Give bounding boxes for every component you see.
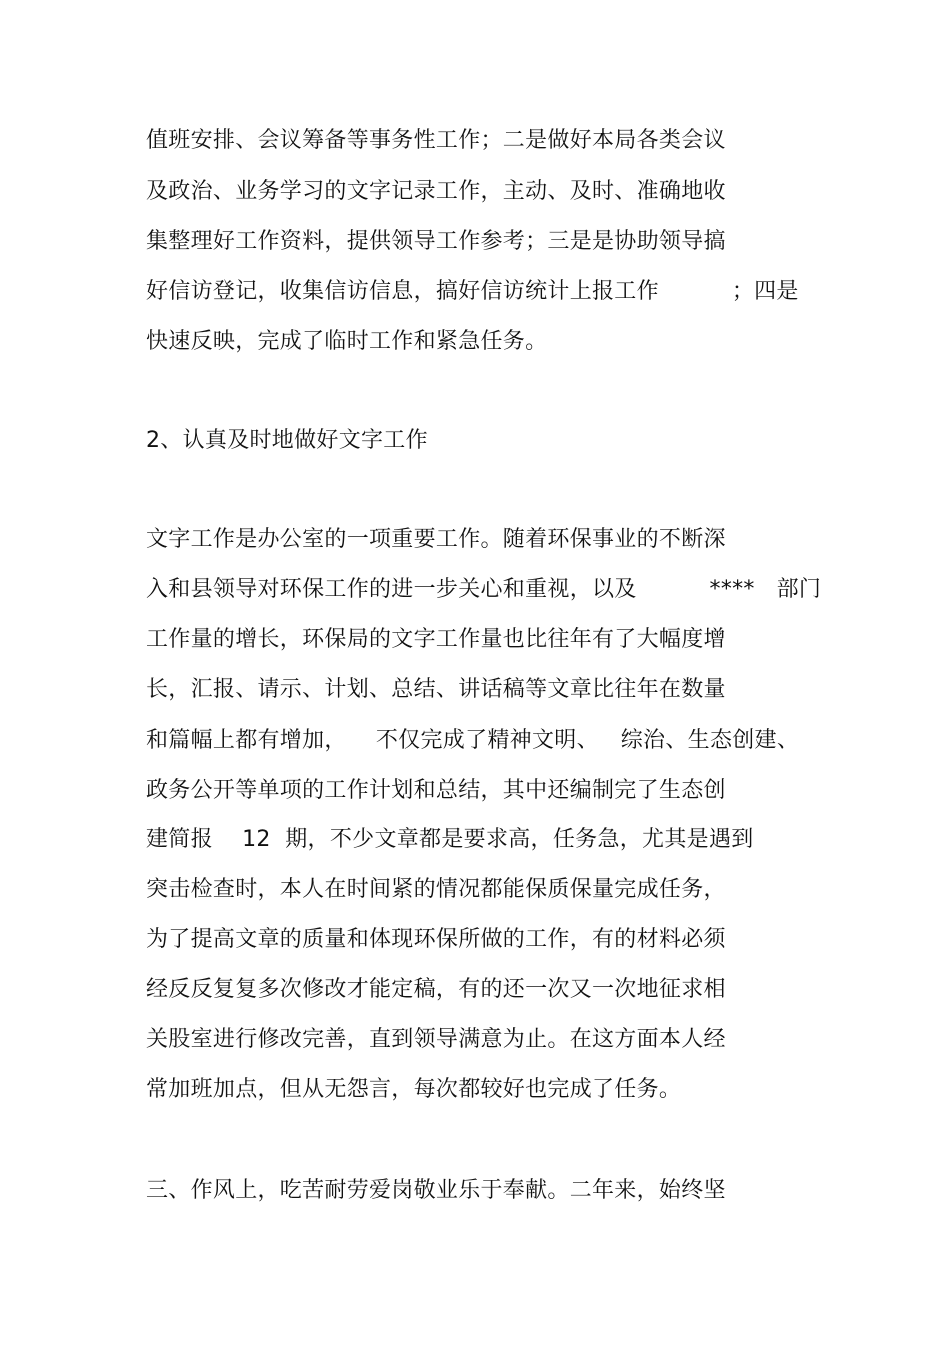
- paragraph-2-line-4: 长，汇报、请示、计划、总结、讲话稿等文章比往年在数量: [146, 677, 726, 702]
- paragraph-1-line-1: 值班安排、会议筹备等事务性工作；二是做好本局各类会议: [146, 128, 726, 153]
- paragraph-1-line-5: 快速反映，完成了临时工作和紧急任务。: [146, 329, 548, 354]
- paragraph-2-line-11: 关股室进行修改完善，直到领导满意为止。在这方面本人经: [146, 1027, 726, 1052]
- paragraph-2-line-5: 和篇幅上都有增加， 不仅完成了精神文明、 综治、生态创建、: [146, 728, 800, 753]
- paragraph-2-line-3: 工作量的增长，环保局的文字工作量也比往年有了大幅度增: [146, 627, 726, 652]
- paragraph-2-line-1: 文字工作是办公室的一项重要工作。随着环保事业的不断深: [146, 527, 726, 552]
- paragraph-2-line-12: 常加班加点，但从无怨言，每次都较好也完成了任务。: [146, 1077, 682, 1102]
- paragraph-2-line-6: 政务公开等单项的工作计划和总结，其中还编制完了生态创: [146, 778, 726, 803]
- paragraph-1-line-3: 集整理好工作资料，提供领导工作参考；三是是协助领导搞: [146, 229, 726, 254]
- paragraph-2-line-2: 入和县领导对环保工作的进一步关心和重视，以及 **** 部门: [146, 577, 822, 602]
- paragraph-2-line-10: 经反反复复多次修改才能定稿，有的还一次又一次地征求相: [146, 977, 726, 1002]
- paragraph-1-line-4: 好信访登记，收集信访信息，搞好信访统计上报工作 ；四是: [146, 279, 799, 304]
- paragraph-2-line-9: 为了提高文章的质量和体现环保所做的工作，有的材料必须: [146, 927, 726, 952]
- paragraph-1-line-2: 及政治、业务学习的文字记录工作，主动、及时、准确地收: [146, 179, 726, 204]
- paragraph-2-line-8: 突击检查时，本人在时间紧的情况都能保质保量完成任务，: [146, 877, 726, 902]
- section-heading-2: 2、认真及时地做好文字工作: [146, 428, 428, 453]
- paragraph-2-line-7: 建简报 12 期，不少文章都是要求高，任务急，尤其是遇到: [146, 827, 754, 852]
- section-heading-3: 三、作风上，吃苦耐劳爱岗敬业乐于奉献。二年来，始终坚: [146, 1178, 726, 1203]
